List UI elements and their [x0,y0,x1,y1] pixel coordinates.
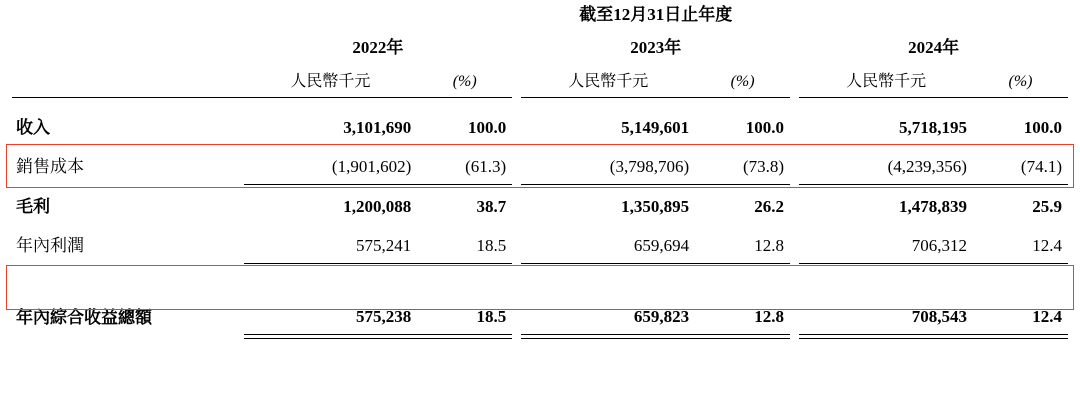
header-gap-cell [12,98,1068,107]
tci-2022-percent: 18.5 [476,307,507,326]
profit-2022-amount: 575,241 [356,235,412,255]
bottom-rule-gap-1 [512,335,521,339]
gross-profit-2023-amount: 1,350,895 [621,196,690,216]
table-row [12,145,1068,184]
table-bottom-double-rule [12,335,1068,339]
tci-gap-1 [512,296,521,335]
gross-profit-2024-amount: 1,478,839 [898,196,967,216]
profit-2023-amount: 659,694 [633,235,690,255]
column-year-2022: 2022年 [352,38,404,57]
gross-profit-2022-amount: 1,200,088 [343,196,412,216]
gross-profit-2024-percent: 25.9 [1032,196,1062,216]
cost-gap-1 [512,145,521,184]
year-header-spacer [12,33,244,68]
unit-gap-1 [512,68,521,97]
section-gap-row [12,263,1068,280]
cost-2022-percent: (61.3) [465,157,507,176]
period-heading: 截至12月31日止年度 [579,5,733,24]
tci-2024-percent: 12.4 [1032,307,1062,326]
profit-2022-percent: 18.5 [476,235,507,255]
table-row [12,106,1068,145]
row-label-profit-for-year: 年內利潤 [16,235,84,255]
revenue-gap-2 [790,106,799,145]
revenue-2022-percent: 100.0 [467,118,507,137]
revenue-2023-percent: 100.0 [745,118,785,137]
year-gap-2 [790,33,799,68]
tci-2022-amount: 575,238 [356,307,412,326]
column-year-2024: 2024年 [908,38,960,57]
year-gap-1 [512,33,521,68]
revenue-2024-percent: 100.0 [1023,118,1062,137]
cost-2022-amount: (1,901,602) [331,157,412,176]
financial-summary-table [12,0,1068,339]
profit-2024-amount: 706,312 [911,235,967,255]
profit-2024-percent: 12.4 [1032,235,1062,255]
tci-2024-amount: 708,543 [911,307,967,326]
gross-profit-2022-percent: 38.7 [476,196,507,216]
cost-2024-amount: (4,239,356) [887,157,967,176]
table-row [12,296,1068,335]
revenue-2024-amount: 5,718,195 [898,118,967,137]
revenue-gap-1 [512,106,521,145]
bottom-rule-2023-amt [521,335,695,339]
section-gap-cell-2 [12,280,1068,296]
bottom-rule-2024-pct [973,335,1068,339]
profit-2023-percent: 12.8 [754,235,785,255]
unit-header-row [12,68,1068,97]
revenue-2022-amount: 3,101,690 [343,118,412,137]
gp-gap-1 [512,185,521,224]
gp-gap-2 [790,185,799,224]
section-gap-cell [12,263,1068,280]
column-unit-2023: 人民幣千元 [568,73,649,90]
row-label-revenue: 收入 [16,118,50,137]
period-heading-row [12,0,1068,33]
row-label-total-comprehensive-income: 年內綜合收益總額 [16,307,152,327]
profit-gap-1 [512,224,521,263]
bottom-rule-gap-2 [790,335,799,339]
gross-profit-2023-percent: 26.2 [754,196,785,216]
revenue-2023-amount: 5,149,601 [621,118,690,137]
column-unit-2024: 人民幣千元 [846,73,927,90]
year-header-row [12,33,1068,68]
profit-gap-2 [790,224,799,263]
cost-2023-amount: (3,798,706) [609,157,690,176]
cost-2024-percent: (74.1) [1020,157,1062,176]
tci-2023-amount: 659,823 [633,307,690,326]
tci-gap-2 [790,296,799,335]
bottom-rule-2022-pct [417,335,512,339]
tci-2023-percent: 12.8 [754,307,785,326]
bottom-rule-label [12,335,244,339]
column-pct-2022: (%) [452,73,477,90]
unit-gap-2 [790,68,799,97]
table-row [12,185,1068,224]
section-gap-row-2 [12,280,1068,296]
column-unit-2022: 人民幣千元 [290,73,371,90]
period-heading-spacer [12,0,244,33]
table-row [12,224,1068,263]
header-gap-row [12,98,1068,107]
column-pct-2023: (%) [730,73,755,90]
cost-gap-2 [790,145,799,184]
bottom-rule-2023-pct [695,335,790,339]
bottom-rule-2022-amt [244,335,418,339]
row-label-cost-of-sales: 銷售成本 [16,157,84,176]
unit-header-spacer [12,68,244,97]
column-year-2023: 2023年 [630,38,682,57]
cost-2023-percent: (73.8) [742,157,785,176]
column-pct-2024: (%) [1008,73,1033,90]
bottom-rule-2024-amt [799,335,973,339]
row-label-gross-profit: 毛利 [16,196,50,216]
